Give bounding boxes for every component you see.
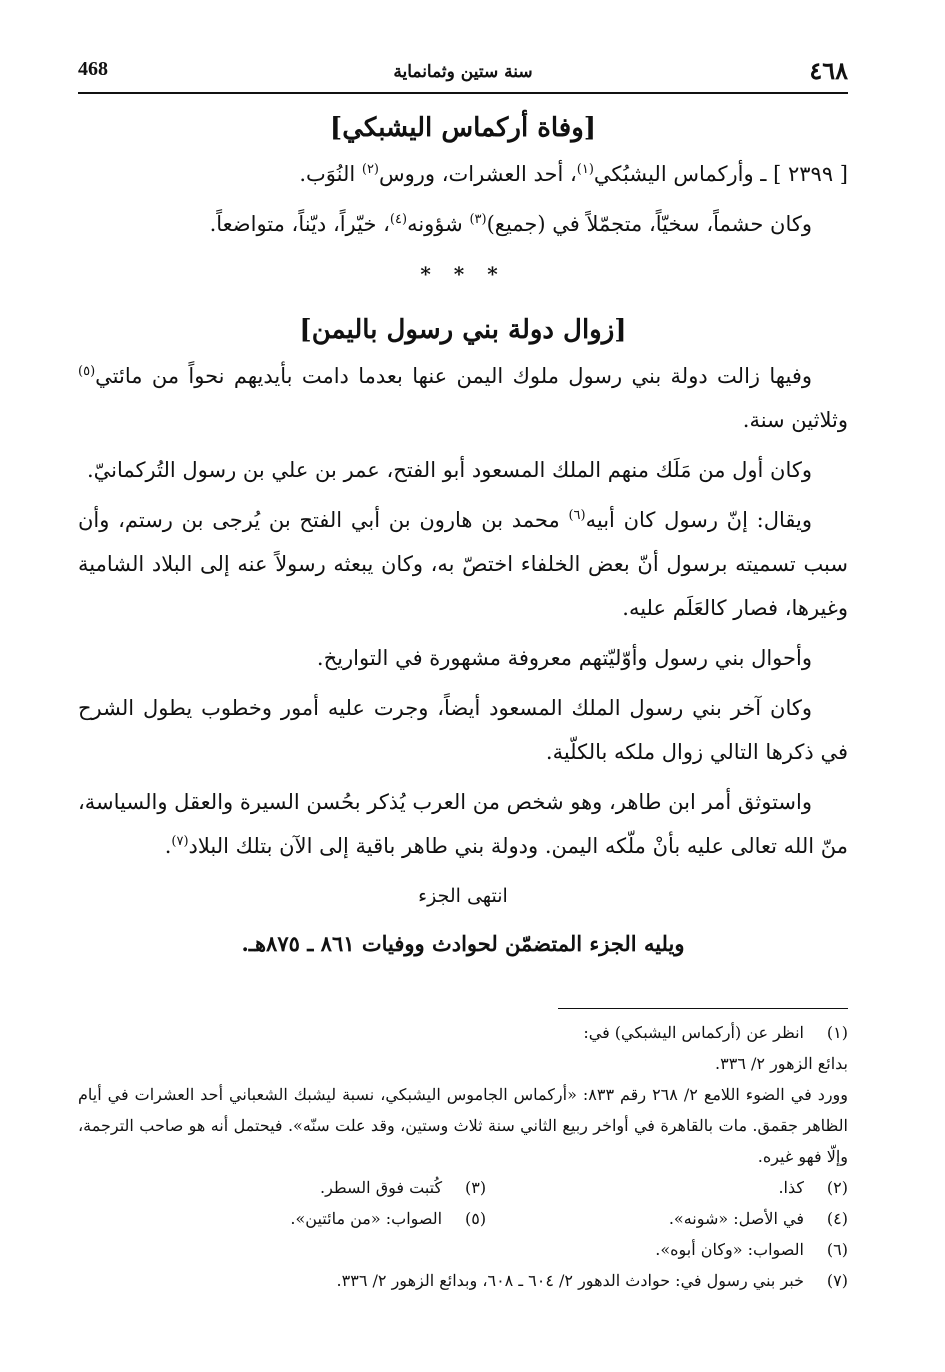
main-text <box>78 106 848 966</box>
footnote-text: في الأصل: «شونه». <box>668 1209 804 1228</box>
page <box>78 52 848 1296</box>
paragraph: واستوثق أمر ابن طاهر، وهو شخص من العرب يُذكر بحُسن السيرة والعقل والسياسة، منّ الله تعالى عليه بأنْ ملّكه اليمن. ودولة بني طاهر باقية إلى الآن بتلك البلاد$^{(٧)}$. <box>78 790 848 858</box>
page-header <box>78 52 848 94</box>
footnote-text: انظر عن (أركماس اليشبكي) في: <box>583 1023 804 1042</box>
section-title-arkamas: [وفاة أركماس اليشبكي] <box>329 113 597 143</box>
footnote-text: خبر بني رسول في: حوادث الدهور ٢/ ٦٠٤ ـ ٦٠٨، وبدائع الزهور ٢/ ٣٣٦. <box>336 1271 804 1290</box>
footnote-text: كذا. <box>778 1178 804 1197</box>
running-title: سنة ستين وثمانماية <box>393 62 533 82</box>
section-title-rasulids: [زوال دولة بني رسول باليمن] <box>299 315 627 345</box>
footnote-number: (٤) <box>826 1209 848 1228</box>
footnote-4 <box>486 1203 848 1234</box>
footnote-ref-3[interactable]: (٣) <box>469 212 487 227</box>
footnote-divider <box>558 1008 848 1009</box>
footnote-text: بدائع الزهور ٢/ ٣٣٦. <box>715 1054 848 1073</box>
footnote-number: (٧) <box>826 1271 848 1290</box>
paragraph: وأحوال بني رسول وأوّليّتهم معروفة مشهورة في التواريخ. <box>316 646 812 670</box>
next-volume-note: ويليه الجزء المتضمّن لحوادث ووفيات ٨٦١ ـ ٨٧٥هـ. <box>241 931 685 956</box>
footnote-1 <box>78 1017 848 1048</box>
footnote-text: كُتبت فوق السطر. <box>319 1178 443 1197</box>
footnote-ref-1[interactable]: (١) <box>576 162 594 177</box>
paragraph: وكان أول من مَلَك منهم الملك المسعود أبو الفتح، عمر بن علي بن رسول التُركمانيّ. <box>86 458 812 482</box>
footnote-1-source <box>78 1048 848 1079</box>
footnote-text: الصواب: «من مائتين». <box>290 1209 443 1228</box>
footnote-number: (٦) <box>826 1240 848 1259</box>
paragraph: وكان حشماً، سخيّاً، متجمّلاً في (جميع)$^{(٣)}$ شؤونه$^{(٤)}$، خيّراً، ديّناً، متواضعاً. <box>209 212 812 236</box>
footnote-number: (٢) <box>826 1178 848 1197</box>
footnote-ref-4[interactable]: (٤) <box>389 212 408 227</box>
footnote-6 <box>78 1234 848 1265</box>
footnote-text: الصواب: «وكان أبوه». <box>655 1240 804 1259</box>
paragraph: وكان آخر بني رسول الملك المسعود أيضاً، وجرت عليه أمور وخطوب يطول الشرح في ذكرها التالي زوال ملكه بالكلّية. <box>78 696 848 764</box>
footnote-row-2-3 <box>78 1172 848 1203</box>
footnote-3 <box>124 1172 486 1203</box>
page-number-arabic: ٤٦٨ <box>809 56 848 85</box>
footnote-ref-2[interactable]: (٢) <box>361 162 379 177</box>
footnote-number: (١) <box>826 1023 848 1042</box>
footnote-ref-6[interactable]: (٦) <box>568 508 586 523</box>
footnote-7 <box>78 1265 848 1296</box>
footnote-row-4-5 <box>78 1203 848 1234</box>
paragraph: ويقال: إنّ رسول كان أبيه$^{(٦)}$ محمد بن هارون بن أبي الفتح بن يُرجى بن رستم، وأن سبب تسميته برسول أنّ بعض الخلفاء اختصّ به، وكان يبعثه رسولاً عنه إلى البلاد الشامية وغيرها، فصار كالعَلَم عليه. <box>78 508 848 620</box>
footnote-ref-5[interactable]: (٥) <box>78 364 96 379</box>
footnote-1-note <box>78 1079 848 1172</box>
entry-paragraph: [ ٢٣٩٩ ] ـ وأركماس اليشبُكي$^{(١)}$، أحد العشرات، وروس$^{(٢)}$ النُوَب. <box>299 162 848 186</box>
footnote-number: (٥) <box>465 1209 487 1228</box>
page-number-latin: 468 <box>78 58 108 80</box>
end-of-volume-note: انتهى الجزء <box>418 885 508 907</box>
paragraph: وفيها زالت دولة بني رسول ملوك اليمن عنها بعدما دامت بأيديهم نحواً من مائتي$^{(٥)}$ وثلاثين سنة. <box>78 364 848 432</box>
footnote-ref-7[interactable]: (٧) <box>171 834 189 849</box>
footnote-text: وورد في الضوء اللامع ٢/ ٢٦٨ رقم ٨٣٣: «أركماس الجاموس اليشبكي، نسبة ليشبك الشعباني أحد العشرات في أيام الظاهر جقمق. مات بالقاهرة في أواخر ربيع الثاني سنة ثلاث وستين، وقد علت سنّه». فيحتمل أنه هو صاحب الترجمة، وإلّا فهو غيره. <box>78 1085 849 1166</box>
footnote-2 <box>486 1172 848 1203</box>
footnote-5 <box>124 1203 486 1234</box>
footnote-number: (٣) <box>465 1178 487 1197</box>
footnotes <box>78 1017 848 1296</box>
section-separator: * * * <box>420 262 506 286</box>
